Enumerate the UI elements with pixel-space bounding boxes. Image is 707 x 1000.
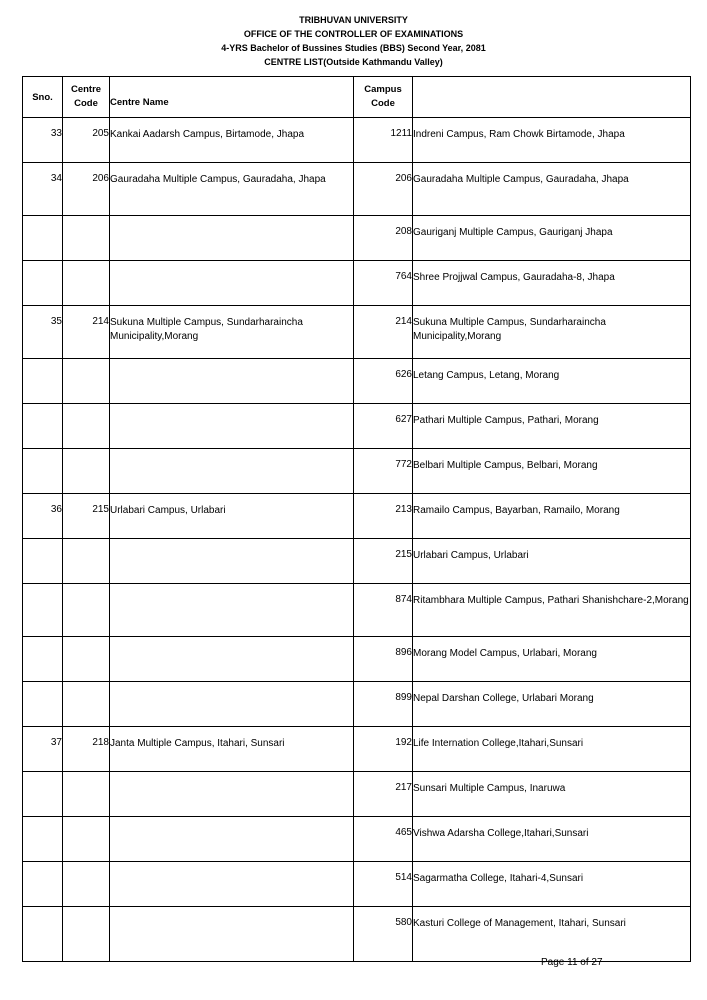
centre-code-cell bbox=[63, 359, 110, 404]
centre-name-cell bbox=[110, 862, 354, 907]
campus-code-cell: 214 bbox=[354, 306, 413, 359]
campus-code-cell: 514 bbox=[354, 862, 413, 907]
sno-cell bbox=[23, 261, 63, 306]
table-row bbox=[23, 359, 691, 404]
sno-cell bbox=[23, 637, 63, 682]
campus-name-cell: Gauriganj Multiple Campus, Gauriganj Jhapa bbox=[413, 216, 691, 261]
sno-cell bbox=[23, 539, 63, 584]
centre-name-cell: Sukuna Multiple Campus, Sundarharaincha Municipality,Morang bbox=[110, 306, 354, 359]
sno-cell: 35 bbox=[23, 306, 63, 359]
university-title: TRIBHUVAN UNIVERSITY bbox=[299, 15, 408, 25]
campus-code-cell: 215 bbox=[354, 539, 413, 584]
table-row bbox=[23, 637, 691, 682]
centre-code-cell: 214 bbox=[63, 306, 110, 359]
campus-code-cell: 896 bbox=[354, 637, 413, 682]
campus-name-cell: Life Internation College,Itahari,Sunsari bbox=[413, 727, 691, 772]
centre-code-cell bbox=[63, 682, 110, 727]
centre-code-cell bbox=[63, 637, 110, 682]
centre-code-header-line1: Centre bbox=[70, 84, 102, 95]
sno-cell: 36 bbox=[23, 494, 63, 539]
centre-name-cell bbox=[110, 817, 354, 862]
campus-code-cell: 192 bbox=[354, 727, 413, 772]
centre-code-cell bbox=[63, 261, 110, 306]
campus-code-cell: 217 bbox=[354, 772, 413, 817]
centre-code-cell bbox=[63, 862, 110, 907]
campus-code-cell: 580 bbox=[354, 907, 413, 962]
campus-code-cell: 764 bbox=[354, 261, 413, 306]
campus-name-cell: Gauradaha Multiple Campus, Gauradaha, Jhapa bbox=[413, 163, 691, 216]
centre-list-table bbox=[22, 76, 691, 962]
centre-name-cell bbox=[110, 907, 354, 962]
campus-name-cell: Shree Projjwal Campus, Gauradaha-8, Jhapa bbox=[413, 261, 691, 306]
centre-code-cell: 218 bbox=[63, 727, 110, 772]
sno-cell bbox=[23, 817, 63, 862]
centre-code-cell bbox=[63, 404, 110, 449]
centre-name-cell bbox=[110, 584, 354, 637]
sno-cell bbox=[23, 359, 63, 404]
table-row bbox=[23, 306, 691, 359]
column-header-campus-code bbox=[354, 77, 413, 118]
centre-name-cell: Kankai Aadarsh Campus, Birtamode, Jhapa bbox=[110, 118, 354, 163]
centre-name-cell bbox=[110, 772, 354, 817]
page-number: Page 11 of 27 bbox=[541, 957, 603, 968]
centre-code-cell bbox=[63, 216, 110, 261]
campus-code-header-line1: Campus bbox=[364, 84, 402, 95]
table-row bbox=[23, 216, 691, 261]
centre-name-cell: Janta Multiple Campus, Itahari, Sunsari bbox=[110, 727, 354, 772]
table-row bbox=[23, 494, 691, 539]
centre-code-header-line2: Code bbox=[74, 98, 98, 109]
table-row bbox=[23, 449, 691, 494]
centre-name-cell bbox=[110, 539, 354, 584]
sno-cell: 34 bbox=[23, 163, 63, 216]
campus-code-header-line2: Code bbox=[371, 98, 395, 109]
sno-cell: 33 bbox=[23, 118, 63, 163]
table-row bbox=[23, 817, 691, 862]
campus-name-cell: Letang Campus, Letang, Morang bbox=[413, 359, 691, 404]
document-header bbox=[0, 13, 707, 69]
campus-name-cell: Ramailo Campus, Bayarban, Ramailo, Morang bbox=[413, 494, 691, 539]
column-header-centre-code bbox=[63, 77, 110, 118]
table-row bbox=[23, 727, 691, 772]
table-row bbox=[23, 404, 691, 449]
exam-title: 4-YRS Bachelor of Bussines Studies (BBS) Second Year, 2081 bbox=[221, 43, 486, 53]
sno-cell bbox=[23, 404, 63, 449]
table-row bbox=[23, 539, 691, 584]
campus-name-cell: Vishwa Adarsha College,Itahari,Sunsari bbox=[413, 817, 691, 862]
table-row bbox=[23, 772, 691, 817]
campus-name-cell: Nepal Darshan College, Urlabari Morang bbox=[413, 682, 691, 727]
column-header-sno: Sno. bbox=[23, 77, 63, 118]
centre-name-cell bbox=[110, 261, 354, 306]
table-row bbox=[23, 584, 691, 637]
table-header-row bbox=[23, 77, 691, 118]
campus-name-cell: Urlabari Campus, Urlabari bbox=[413, 539, 691, 584]
office-title: OFFICE OF THE CONTROLLER OF EXAMINATIONS bbox=[243, 29, 464, 39]
sno-cell bbox=[23, 584, 63, 637]
table-row bbox=[23, 118, 691, 163]
sno-cell bbox=[23, 907, 63, 962]
campus-code-cell: 627 bbox=[354, 404, 413, 449]
campus-code-cell: 1211 bbox=[354, 118, 413, 163]
campus-name-cell: Pathari Multiple Campus, Pathari, Morang bbox=[413, 404, 691, 449]
centre-code-cell bbox=[63, 817, 110, 862]
campus-name-cell: Sukuna Multiple Campus, Sundarharaincha Municipality,Morang bbox=[413, 306, 691, 359]
centre-name-cell bbox=[110, 216, 354, 261]
campus-code-cell: 772 bbox=[354, 449, 413, 494]
table-row bbox=[23, 163, 691, 216]
campus-name-cell: Kasturi College of Management, Itahari, Sunsari bbox=[413, 907, 691, 962]
campus-name-cell: Sunsari Multiple Campus, Inaruwa bbox=[413, 772, 691, 817]
campus-name-cell: Ritambhara Multiple Campus, Pathari Shanishchare-2,Morang bbox=[413, 584, 691, 637]
centre-code-cell bbox=[63, 539, 110, 584]
campus-name-cell: Morang Model Campus, Urlabari, Morang bbox=[413, 637, 691, 682]
centre-code-cell bbox=[63, 772, 110, 817]
campus-name-cell: Belbari Multiple Campus, Belbari, Morang bbox=[413, 449, 691, 494]
sno-cell: 37 bbox=[23, 727, 63, 772]
centre-name-cell bbox=[110, 637, 354, 682]
centre-code-cell: 215 bbox=[63, 494, 110, 539]
centre-name-cell bbox=[110, 404, 354, 449]
sno-cell bbox=[23, 862, 63, 907]
campus-code-cell: 899 bbox=[354, 682, 413, 727]
centre-code-cell: 205 bbox=[63, 118, 110, 163]
sno-cell bbox=[23, 772, 63, 817]
campus-code-cell: 626 bbox=[354, 359, 413, 404]
centre-code-cell bbox=[63, 584, 110, 637]
campus-name-cell: Indreni Campus, Ram Chowk Birtamode, Jhapa bbox=[413, 118, 691, 163]
column-header-centre-name bbox=[110, 77, 354, 118]
campus-code-cell: 874 bbox=[354, 584, 413, 637]
centre-name-cell bbox=[110, 449, 354, 494]
centre-name-cell bbox=[110, 359, 354, 404]
table-row bbox=[23, 862, 691, 907]
campus-name-cell: Sagarmatha College, Itahari-4,Sunsari bbox=[413, 862, 691, 907]
centre-code-cell: 206 bbox=[63, 163, 110, 216]
centre-name-cell: Gauradaha Multiple Campus, Gauradaha, Jhapa bbox=[110, 163, 354, 216]
table-row bbox=[23, 682, 691, 727]
sno-cell bbox=[23, 449, 63, 494]
campus-code-cell: 206 bbox=[354, 163, 413, 216]
sno-cell bbox=[23, 216, 63, 261]
sno-cell bbox=[23, 682, 63, 727]
centre-name-header-label: Centre Name bbox=[110, 96, 169, 108]
campus-code-cell: 208 bbox=[354, 216, 413, 261]
campus-code-cell: 213 bbox=[354, 494, 413, 539]
column-header-campus-name bbox=[413, 77, 691, 118]
centre-name-cell bbox=[110, 682, 354, 727]
list-title: CENTRE LIST(Outside Kathmandu Valley) bbox=[264, 57, 443, 67]
table-row bbox=[23, 907, 691, 962]
campus-code-cell: 465 bbox=[354, 817, 413, 862]
centre-name-cell: Urlabari Campus, Urlabari bbox=[110, 494, 354, 539]
centre-code-cell bbox=[63, 907, 110, 962]
centre-code-cell bbox=[63, 449, 110, 494]
table-row bbox=[23, 261, 691, 306]
